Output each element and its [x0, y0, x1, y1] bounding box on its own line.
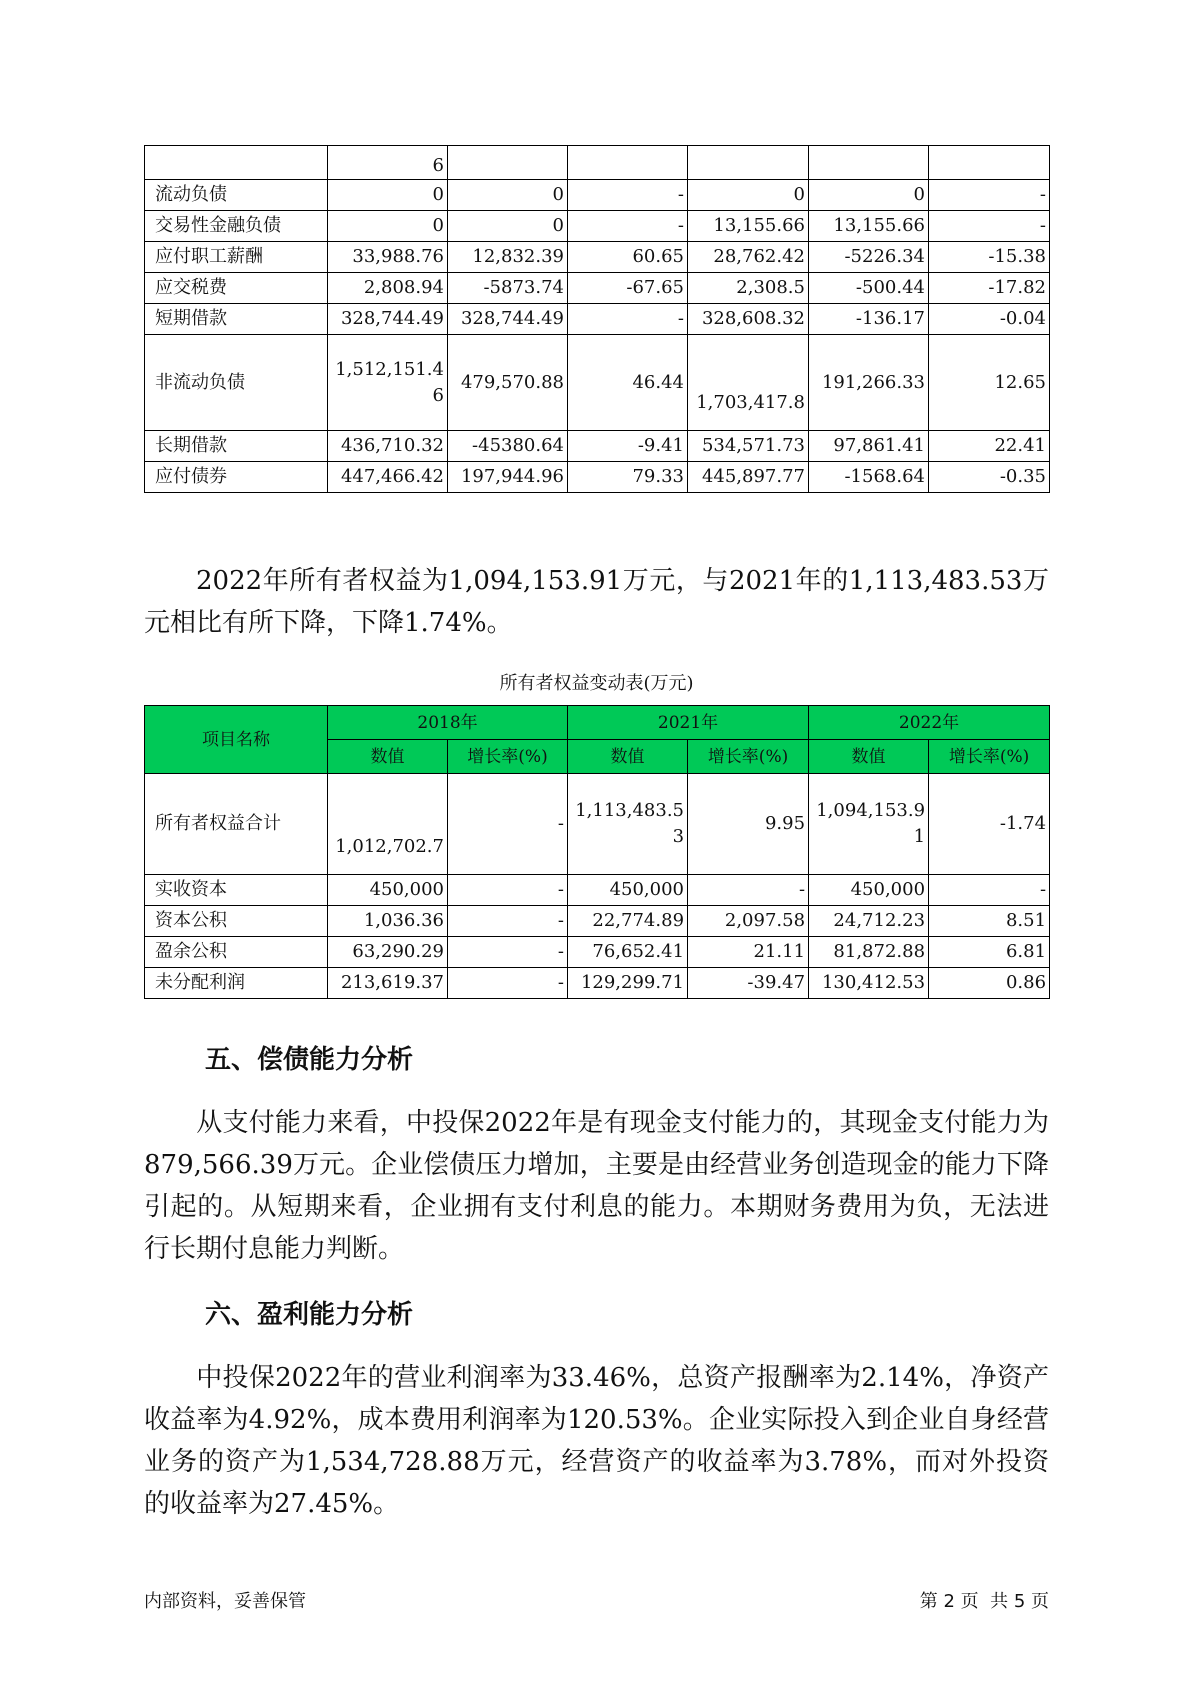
table-row [145, 431, 1050, 462]
table-cell: 450,000 [328, 875, 448, 906]
table-cell: - [448, 937, 568, 968]
table-row [145, 146, 1050, 180]
table-cell: 328,608.32 [688, 304, 809, 335]
table-cell: 1,036.36 [328, 906, 448, 937]
row-label [145, 146, 328, 180]
table-row [145, 242, 1050, 273]
table-cell: -1568.64 [809, 462, 929, 493]
table-cell: 2,097.58 [688, 906, 809, 937]
table-cell: 445,897.77 [688, 462, 809, 493]
subheader-value: 数值 [809, 740, 929, 774]
row-label: 应交税费 [145, 273, 328, 304]
table-cell: -5226.34 [809, 242, 929, 273]
table-cell: - [568, 304, 688, 335]
table-cell: 534,571.73 [688, 431, 809, 462]
table-cell: -67.65 [568, 273, 688, 304]
table-row [145, 968, 1050, 999]
table-cell: 60.65 [568, 242, 688, 273]
table-cell: 328,744.49 [328, 304, 448, 335]
cell-2018-value: 6 [328, 146, 448, 180]
table-cell: 12,832.39 [448, 242, 568, 273]
table-cell: 9.95 [688, 774, 809, 875]
table-cell: -136.17 [809, 304, 929, 335]
table-row [145, 774, 1050, 875]
table-cell: 0 [328, 211, 448, 242]
table-cell: 28,762.42 [688, 242, 809, 273]
table-cell: - [568, 180, 688, 211]
table-cell: 0.86 [929, 968, 1050, 999]
equity-summary-text: 2022年所有者权益为1,094,153.91万元，与2021年的1,113,483.53万元相比有所下降，下降1.74%。 [144, 566, 1049, 638]
table-cell: 0 [809, 180, 929, 211]
table-cell: 79.33 [568, 462, 688, 493]
row-label: 短期借款 [145, 304, 328, 335]
table-row [145, 906, 1050, 937]
table-cell: - [929, 211, 1050, 242]
table-row [145, 304, 1050, 335]
table-cell: 479,570.88 [448, 335, 568, 431]
table-cell: 1,012,702.7 [328, 774, 448, 875]
row-label: 未分配利润 [145, 968, 328, 999]
table-row [145, 273, 1050, 304]
table-cell: - [688, 875, 809, 906]
table-cell: - [448, 875, 568, 906]
table-cell: 21.11 [688, 937, 809, 968]
table-cell: 76,652.41 [568, 937, 688, 968]
table-cell: 213,619.37 [328, 968, 448, 999]
row-label: 实收资本 [145, 875, 328, 906]
table-cell: - [568, 211, 688, 242]
table-cell: - [929, 180, 1050, 211]
table-cell: 0 [688, 180, 809, 211]
table-cell: 450,000 [568, 875, 688, 906]
table-cell: 1,512,151.46 [328, 335, 448, 431]
table-cell: 130,412.53 [809, 968, 929, 999]
subheader-growth: 增长率(%) [448, 740, 568, 774]
cell-2022-growth [929, 146, 1050, 180]
row-label: 盈余公积 [145, 937, 328, 968]
table-cell: 447,466.42 [328, 462, 448, 493]
table-cell: - [929, 875, 1050, 906]
subheader-growth: 增长率(%) [688, 740, 809, 774]
table-cell: 450,000 [809, 875, 929, 906]
table-cell: -0.35 [929, 462, 1050, 493]
table-cell: - [448, 968, 568, 999]
section-6-paragraph [144, 1357, 1049, 1525]
table-cell: -1.74 [929, 774, 1050, 875]
table-row [145, 335, 1050, 431]
equity-table-caption: 所有者权益变动表(万元) [499, 673, 694, 694]
row-label: 所有者权益合计 [145, 774, 328, 875]
table-cell: 33,988.76 [328, 242, 448, 273]
cell-2022-value [809, 146, 929, 180]
table-cell: -9.41 [568, 431, 688, 462]
table-cell: 328,744.49 [448, 304, 568, 335]
table-cell: 0 [328, 180, 448, 211]
cell-2021-growth [688, 146, 809, 180]
subheader-value: 数值 [568, 740, 688, 774]
section-5-heading: 五、偿债能力分析 [205, 1045, 414, 1075]
row-label: 交易性金融负债 [145, 211, 328, 242]
section-6-text: 中投保2022年的营业利润率为33.46%，总资产报酬率为2.14%，净资产收益率为4.92%，成本费用利润率为120.53%。企业实际投入到企业自身经营业务的资产为1,534,728.88万元，经营资产的收益率为3.78%，而对外投资的收益率为27.45%。 [144, 1363, 1049, 1519]
table-cell: -5873.74 [448, 273, 568, 304]
table-cell: 13,155.66 [809, 211, 929, 242]
table-cell: 1,703,417.8 [688, 335, 809, 431]
table-cell: 436,710.32 [328, 431, 448, 462]
row-label: 应付职工薪酬 [145, 242, 328, 273]
section-5-paragraph [144, 1102, 1049, 1270]
cell-2021-value [568, 146, 688, 180]
table-cell: 24,712.23 [809, 906, 929, 937]
table-cell: 2,808.94 [328, 273, 448, 304]
footer-confidential-note: 内部资料，妥善保管 [144, 1591, 306, 1612]
table-cell: 1,094,153.91 [809, 774, 929, 875]
table-cell: 22.41 [929, 431, 1050, 462]
table-header-row [145, 706, 1050, 740]
row-label: 流动负债 [145, 180, 328, 211]
table-row [145, 937, 1050, 968]
table-cell: 0 [448, 211, 568, 242]
table-cell: 0 [448, 180, 568, 211]
table-cell: 8.51 [929, 906, 1050, 937]
equity-table [144, 705, 1050, 999]
subheader-growth: 增长率(%) [929, 740, 1050, 774]
table-cell: - [448, 774, 568, 875]
table-cell: 81,872.88 [809, 937, 929, 968]
subheader-value: 数值 [328, 740, 448, 774]
liabilities-table [144, 145, 1050, 493]
header-year-2022: 2022年 [809, 706, 1050, 740]
header-year-2018: 2018年 [328, 706, 568, 740]
table-row [145, 462, 1050, 493]
table-cell: 1,113,483.53 [568, 774, 688, 875]
header-year-2021: 2021年 [568, 706, 809, 740]
table-cell: -0.04 [929, 304, 1050, 335]
table-cell: -39.47 [688, 968, 809, 999]
table-cell: - [448, 906, 568, 937]
table-row [145, 180, 1050, 211]
table-row [145, 875, 1050, 906]
footer-page-number: 第 2 页 共 5 页 [919, 1591, 1049, 1612]
row-label: 资本公积 [145, 906, 328, 937]
table-cell: 13,155.66 [688, 211, 809, 242]
section-5-text: 从支付能力来看，中投保2022年是有现金支付能力的，其现金支付能力为879,566.39万元。企业偿债压力增加，主要是由经营业务创造现金的能力下降引起的。从短期来看，企业拥有支付利息的能力。本期财务费用为负，无法进行长期付息能力判断。 [144, 1108, 1049, 1264]
table-cell: 46.44 [568, 335, 688, 431]
table-cell: -500.44 [809, 273, 929, 304]
table-cell: 129,299.71 [568, 968, 688, 999]
table-cell: -17.82 [929, 273, 1050, 304]
table-cell: 191,266.33 [809, 335, 929, 431]
table-cell: 22,774.89 [568, 906, 688, 937]
table-cell: 197,944.96 [448, 462, 568, 493]
table-cell: 6.81 [929, 937, 1050, 968]
section-6-heading: 六、盈利能力分析 [205, 1300, 414, 1330]
table-cell: 97,861.41 [809, 431, 929, 462]
table-cell: 2,308.5 [688, 273, 809, 304]
table-cell: -15.38 [929, 242, 1050, 273]
cell-2018-growth [448, 146, 568, 180]
row-label: 非流动负债 [145, 335, 328, 431]
row-label: 应付债券 [145, 462, 328, 493]
table-cell: 63,290.29 [328, 937, 448, 968]
equity-summary-paragraph [144, 560, 1049, 644]
header-item-name: 项目名称 [145, 706, 328, 774]
table-cell: 12.65 [929, 335, 1050, 431]
table-cell: -45380.64 [448, 431, 568, 462]
row-label: 长期借款 [145, 431, 328, 462]
table-row [145, 211, 1050, 242]
